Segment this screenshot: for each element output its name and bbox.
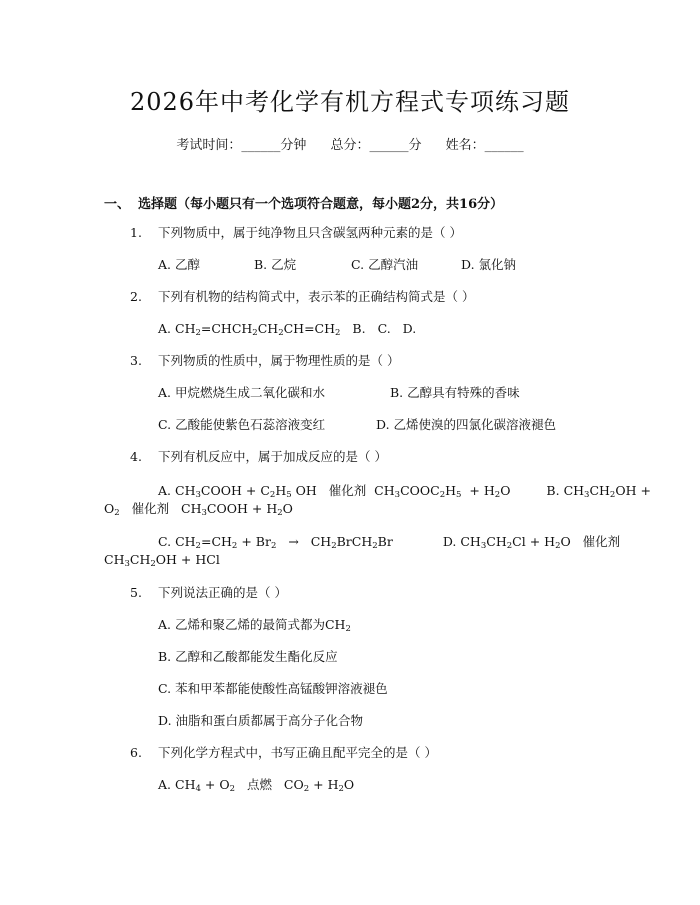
question-4-option-b-cont: $O_2$ 催化剂 $CH_3COOH + H_2O$ [104, 501, 293, 518]
question-stem: 下列物质的性质中，属于物理性质的是（ ） [158, 353, 400, 368]
option-a: A. 乙醇 [158, 257, 200, 272]
question-6: 6. 下列化学方程式中，书写正确且配平完全的是（ ） [130, 745, 437, 760]
option-c: C. 乙酸能使紫色石蕊溶液变红 [158, 417, 326, 432]
question-stem: 下列说法正确的是（ ） [158, 585, 287, 600]
option-b: B. 乙烷 [254, 257, 297, 272]
question-4-option-d-cont: $CH_3CH_2OH$ + HCl [104, 552, 220, 569]
option-b: B. 乙醇具有特殊的香味 [390, 385, 520, 400]
question-stem: 下列有机反应中，属于加成反应的是（ ） [158, 449, 387, 464]
option-a: A. $CH_2=CHCH_2CH_2CH=CH_2$ [158, 321, 341, 338]
question-5-option-a: A. 乙烯和聚乙烯的最简式都为$CH_2$ [158, 617, 351, 634]
question-5: 5. 下列说法正确的是（ ） [130, 585, 287, 600]
question-1-options [158, 256, 516, 274]
question-4: 4. 下列有机反应中，属于加成反应的是（ ） [130, 449, 387, 464]
question-stem: 下列有机物的结构简式中，表示苯的正确结构简式是（ ） [158, 289, 475, 304]
question-stem: 下列化学方程式中，书写正确且配平完全的是（ ） [158, 745, 437, 760]
option-b: B. [352, 321, 366, 336]
question-3-options-row2 [158, 416, 556, 434]
question-2-options [158, 320, 416, 342]
exam-score: 总分：______分 [330, 138, 422, 153]
exam-name: 姓名：______ [445, 138, 524, 153]
question-5-option-d: D. 油脂和蛋白质都属于高分子化合物 [158, 713, 364, 728]
question-3: 3. 下列物质的性质中，属于物理性质的是（ ） [130, 353, 400, 368]
option-d: D. 乙烯使溴的四氯化碳溶液褪色 [376, 417, 557, 432]
exam-meta [0, 134, 700, 153]
question-6-option-a: A. $CH_4 + O_2$ 点燃 $CO_2 + H_2O$ [158, 777, 355, 794]
question-4-option-c: C. $CH_2=CH_2 + Br_2$ → $CH_2BrCH_2Br$ D. $CH_3CH_2Cl + H_2O$ 催化剂 [158, 534, 621, 551]
option-c: C. [377, 321, 391, 336]
section-number: 一、 [104, 197, 131, 212]
question-1: 1. 下列物质中，属于纯净物且只含碳氢两种元素的是（ ） [130, 225, 462, 240]
question-4-option-a: A. $CH_3COOH + C_2H_5$ OH 催化剂 $CH_3COOC_2H_5 + H_2O$ B. $CH_3CH_2OH$ + [158, 483, 651, 500]
question-stem: 下列物质中，属于纯净物且只含碳氢两种元素的是（ ） [158, 225, 462, 240]
question-5-option-c: C. 苯和甲苯都能使酸性高锰酸钾溶液褪色 [158, 681, 388, 696]
option-d: D. 氯化钠 [461, 257, 517, 272]
question-3-options-row1 [158, 384, 520, 402]
exam-time: 考试时间：______分钟 [176, 138, 307, 153]
question-2: 2. 下列有机物的结构简式中，表示苯的正确结构简式是（ ） [130, 289, 475, 304]
section-heading [104, 193, 503, 212]
page-title: 2026年中考化学有机方程式专项练习题 [129, 88, 571, 116]
option-c: C. 乙醇汽油 [351, 257, 419, 272]
option-a: A. 甲烷燃烧生成二氧化碳和水 [158, 385, 325, 400]
section-title: 选择题（每小题只有一个选项符合题意，每小题2分，共16分） [138, 197, 504, 212]
question-5-option-b: B. 乙醇和乙酸都能发生酯化反应 [158, 649, 338, 664]
option-d: D. [402, 321, 417, 336]
